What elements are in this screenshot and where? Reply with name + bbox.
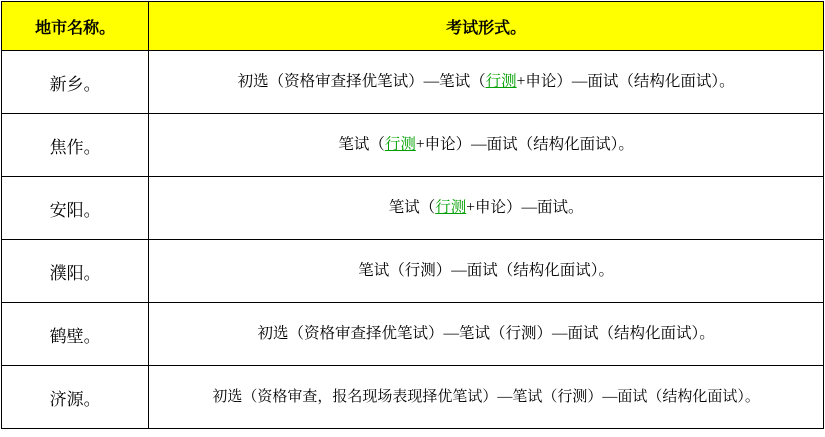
table-row xyxy=(2,366,824,429)
table-header-row xyxy=(2,2,824,51)
cell-city: 鹤壁。 xyxy=(2,303,149,366)
exam-form-text-post: +申论）—面试（结构化面试）。 xyxy=(516,73,735,91)
exam-format-table-container xyxy=(0,1,825,437)
table-row xyxy=(2,303,824,366)
table-row xyxy=(2,177,824,240)
table-row xyxy=(2,240,824,303)
cell-exam-form xyxy=(149,114,824,177)
cell-exam-form xyxy=(149,240,824,303)
table-header xyxy=(2,2,824,51)
exam-form-highlight: 行测 xyxy=(384,136,416,154)
exam-form-text-post: +申论）—面试（结构化面试）。 xyxy=(415,136,634,154)
exam-form-highlight: 行测 xyxy=(435,199,467,217)
table-row xyxy=(2,51,824,114)
exam-format-table xyxy=(1,1,824,429)
cell-exam-form xyxy=(149,51,824,114)
table-row xyxy=(2,114,824,177)
cell-city: 济源。 xyxy=(2,366,149,429)
exam-form-text-pre: 笔试（行测）—面试（结构化面试）。 xyxy=(358,262,614,280)
cell-exam-form xyxy=(149,177,824,240)
cell-exam-form xyxy=(149,303,824,366)
exam-form-text-pre: 初选（资格审查择优笔试）—笔试（行测）—面试（结构化面试）。 xyxy=(257,325,715,343)
cell-city: 安阳。 xyxy=(2,177,149,240)
exam-form-text-pre: 初选（资格审查，报名现场表现择优笔试）—笔试（行测）—面试（结构化面试）。 xyxy=(212,388,760,405)
exam-form-text-pre: 初选（资格审查择优笔试）—笔试（ xyxy=(237,73,486,91)
cell-city: 濮阳。 xyxy=(2,240,149,303)
cell-city: 新乡。 xyxy=(2,51,149,114)
table-body xyxy=(2,51,824,429)
column-header-exam-form: 考试形式。 xyxy=(149,2,824,51)
exam-form-text-pre: 笔试（ xyxy=(338,136,385,154)
exam-form-text-pre: 笔试（ xyxy=(388,199,436,217)
column-header-city: 地市名称。 xyxy=(2,2,149,51)
cell-city: 焦作。 xyxy=(2,114,149,177)
exam-form-highlight: 行测 xyxy=(485,73,517,91)
exam-form-text-post: +申论）—面试。 xyxy=(466,199,584,217)
cell-exam-form xyxy=(149,366,824,429)
